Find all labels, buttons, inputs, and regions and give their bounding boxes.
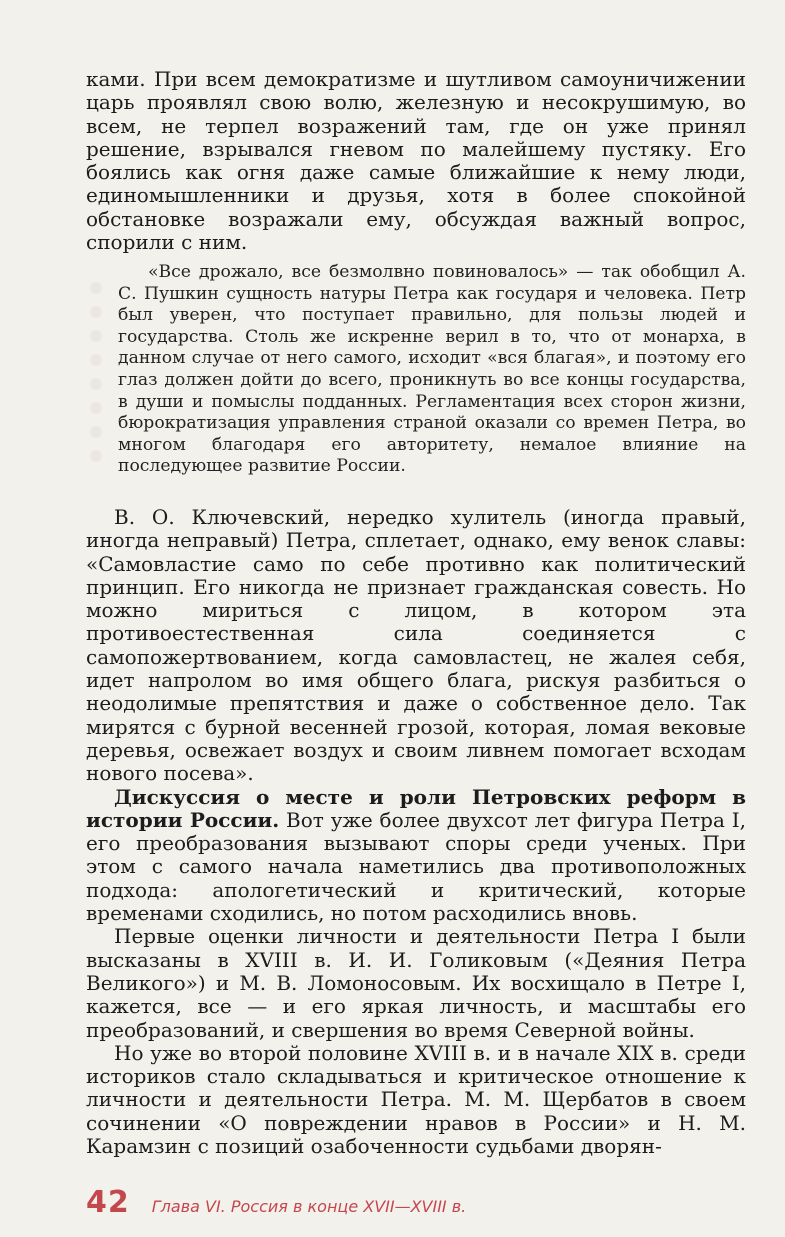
- section-heading: Дискуссия о месте и роли Петровских реформ в истории России.: [86, 784, 746, 832]
- paragraph-first-assessments: Первые оценки личности и деятельности Петра I были высказаны в XVIII в. И. И. Голиковым («Деяния Петра Великого») и М. В. Ломоносовым. Их восхищало в Петре I, кажется, все — и его яркая личность, и масштабы его преобразований, и свершения во время Северной войны.: [86, 924, 746, 1042]
- paragraph-discussion: [86, 786, 746, 926]
- quote-margin-marks: [88, 282, 104, 492]
- paragraph-klyuchevsky: В. О. Ключевский, нередко хулитель (иногда правый, иногда неправый) Петра, сплетает, однако, ему венок славы: «Самовластие само по себе противно как политический принцип. Его никогда не признает гражданская совесть. Но можно мириться с лицом, в котором эта противоестественная сила соединяется с самопожертвованием, когда самовластец, не жалея себя, идет напролом во имя общего блага, рискуя разбиться о неодолимые препятствия и даже о собственное дело. Так мирятся с бурной весенней грозой, которая, ломая вековые деревья, освежает воздух и своим ливнем помогает всходам нового посева».: [86, 505, 746, 786]
- page-number: 42: [86, 1185, 130, 1220]
- chapter-title: Глава VI. Россия в конце XVII—XVIII в.: [151, 1197, 467, 1216]
- quote-text: «Все дрожало, все безмолвно повиновалось» — так обобщил А. С. Пушкин сущность натуры Петра как государя и человека. Петр был уверен, что поступает правильно, для пользы людей и государства. Столь же искренне верил в то, что от монарха, в данном случае от него самого, исходит «вся благая», и поэтому его глаз должен дойти до всего, проникнуть во все концы государства, в души и помыслы подданных. Регламентация всех сторон жизни, бюрократизация управления страной оказали со времен Петра, во многом благодаря его авторитету, немалое влияние на последующее развитие России.: [118, 262, 746, 477]
- page-footer: [86, 1185, 466, 1225]
- quote-block: [118, 262, 746, 478]
- body-text-top: [86, 68, 746, 254]
- body-text-bottom: [86, 506, 746, 1158]
- paragraph-discussion-text: Вот уже более двухсот лет фигура Петра I, его преобразования вызывают споры среди ученых. При этом с самого начала наметились два противоположных подхода: апологетический и критический, которые временами сходились, но потом расходились вновь.: [86, 807, 746, 926]
- paragraph-critical-view: Но уже во второй половине XVIII в. и в начале XIX в. среди историков стало складываться и критическое отношение к личности и деятельности Петра. М. М. Щербатов в своем сочинении «О повреждении нравов в России» и Н. М. Карамзин с позиций озабоченности судьбами дворян-: [86, 1040, 746, 1159]
- paragraph-continuation: ками. При всем демократизме и шутливом самоуничижении царь проявлял свою волю, железную и несокрушимую, во всем, не терпел возражений там, где он уже принял решение, взрывался гневом по малейшему пустяку. Его боялись как огня даже самые ближайшие к нему люди, единомышленники и друзья, хотя в более спокойной обстановке возражали ему, обсуждая важный вопрос, спорили с ним.: [86, 67, 746, 255]
